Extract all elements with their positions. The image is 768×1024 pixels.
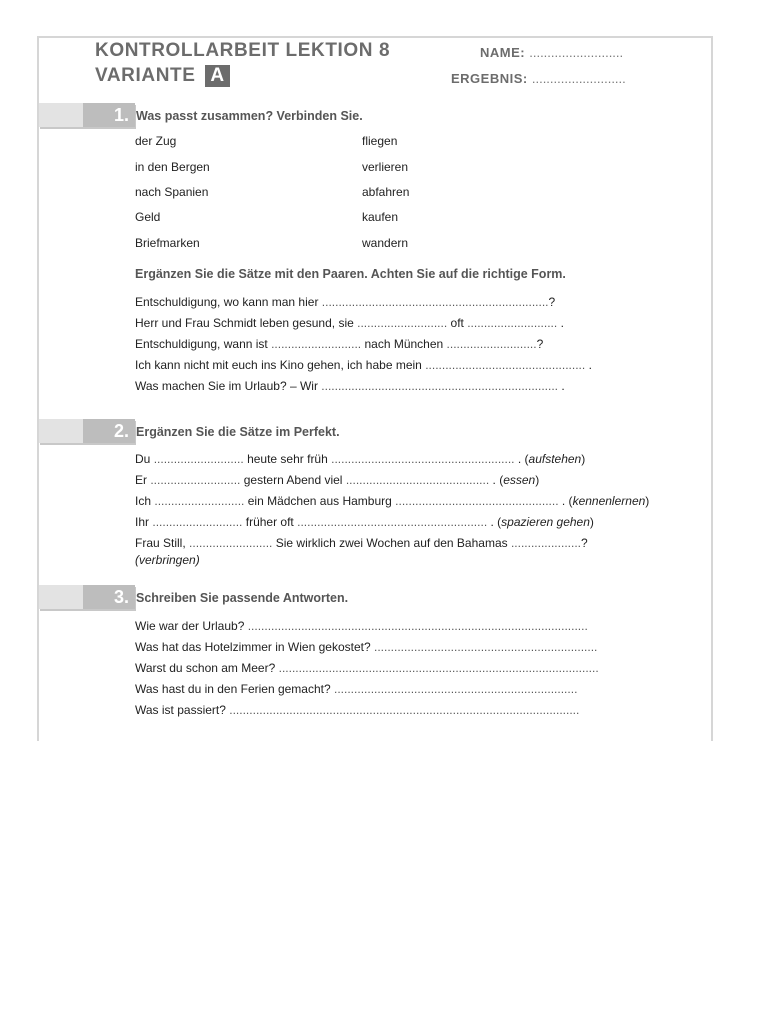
worksheet-title: KONTROLLARBEIT LEKTION 8 — [95, 40, 391, 61]
sentence-punct: ) — [589, 515, 594, 529]
infinitive-hint: kennenlernen — [572, 494, 646, 508]
section-1-sub-instruction: Ergänzen Sie die Sätze mit den Paaren. Achten Sie auf die richtige Form. — [135, 267, 566, 281]
section-2-marker — [39, 419, 135, 443]
infinitive-hint: (verbringen) — [135, 553, 200, 567]
answer-line[interactable]: ...................................................................................................... — [247, 619, 588, 633]
variant-title — [95, 65, 230, 87]
answer-blank[interactable]: ......................................................... — [297, 515, 488, 529]
sentence-punct: . — [588, 358, 592, 372]
sentence-text: Frau Still, — [135, 536, 186, 550]
match-right-item: fliegen — [362, 134, 398, 148]
name-label: NAME: — [480, 45, 526, 60]
section-1-number: 1. — [113, 105, 129, 125]
variant-label: VARIANTE — [95, 65, 196, 86]
section-3-marker — [39, 585, 135, 609]
name-blank[interactable]: .......................... — [529, 45, 624, 60]
sentence-punct: . ( — [517, 452, 529, 466]
answer-question — [135, 661, 599, 675]
answer-question — [135, 640, 597, 654]
sentence-punct: . ( — [492, 473, 504, 487]
perfekt-sentence — [135, 515, 594, 529]
sentence-text: nach München — [364, 337, 444, 351]
answer-question — [135, 682, 577, 696]
fill-sentence — [135, 337, 543, 351]
section-3-number: 3. — [113, 587, 129, 607]
section-2-number: 2. — [113, 421, 129, 441]
fill-sentence — [135, 379, 565, 393]
question-text: Was hat das Hotelzimmer in Wien gekostet? — [135, 640, 371, 654]
sentence-punct: . ( — [490, 515, 502, 529]
sentence-punct: ) — [645, 494, 650, 508]
sentence-text: ein Mädchen aus Hamburg — [247, 494, 392, 508]
sentence-text: Sie wirklich zwei Wochen auf den Bahamas — [275, 536, 508, 550]
infinitive-hint: aufstehen — [528, 452, 582, 466]
answer-blank[interactable]: ........................... — [357, 316, 448, 330]
sentence-text: gestern Abend viel — [243, 473, 343, 487]
section-3-instruction: Schreiben Sie passende Antworten. — [136, 591, 349, 605]
answer-blank[interactable]: ........................................... — [345, 473, 490, 487]
perfekt-sentence — [135, 494, 649, 508]
perfekt-sentence — [135, 536, 588, 550]
answer-blank[interactable]: ........................... — [152, 515, 243, 529]
ergebnis-field[interactable] — [451, 71, 626, 86]
sentence-punct: . — [560, 316, 564, 330]
match-left-item: in den Bergen — [135, 160, 210, 174]
sentence-text: oft — [450, 316, 464, 330]
section-2-instruction: Ergänzen Sie die Sätze im Perfekt. — [136, 425, 340, 439]
sentence-text: Ich kann nicht mit euch ins Kino gehen, ich habe mein — [135, 358, 422, 372]
sentence-text: Ich — [135, 494, 152, 508]
variant-letter-badge: A — [205, 65, 229, 87]
answer-question — [135, 703, 579, 717]
answer-blank[interactable]: ........................... — [467, 316, 558, 330]
fill-sentence — [135, 295, 555, 309]
answer-blank[interactable]: ....................................................... — [331, 452, 515, 466]
sentence-punct: . — [561, 379, 565, 393]
match-right-item: abfahren — [362, 185, 410, 199]
sentence-text: Er — [135, 473, 147, 487]
answer-blank[interactable]: ........................... — [446, 337, 537, 351]
sentence-text: Was machen Sie im Urlaub? – Wir — [135, 379, 318, 393]
perfekt-sentence — [135, 473, 539, 487]
answer-blank[interactable]: ........................... — [271, 337, 362, 351]
sentence-punct: ) — [535, 473, 540, 487]
answer-line[interactable]: ......................................................................................................... — [229, 703, 580, 717]
question-text: Was hast du in den Ferien gemacht? — [135, 682, 331, 696]
question-text: Wie war der Urlaub? — [135, 619, 245, 633]
sentence-punct: . ( — [561, 494, 573, 508]
sentence-text: Entschuldigung, wo kann man hier — [135, 295, 319, 309]
sentence-text: heute sehr früh — [247, 452, 328, 466]
answer-question — [135, 619, 588, 633]
fill-sentence — [135, 316, 564, 330]
answer-blank[interactable]: ....................................................................... — [321, 379, 559, 393]
answer-blank[interactable]: ........................... — [154, 494, 245, 508]
ergebnis-blank[interactable]: .......................... — [531, 71, 626, 86]
answer-blank[interactable]: .................................................................... — [321, 295, 549, 309]
answer-blank[interactable]: ..................... — [510, 536, 581, 550]
question-text: Warst du schon am Meer? — [135, 661, 276, 675]
sentence-text: Herr und Frau Schmidt leben gesund, sie — [135, 316, 354, 330]
match-left-item: Briefmarken — [135, 236, 200, 250]
answer-line[interactable]: ................................................................... — [374, 640, 598, 654]
sentence-punct: ? — [548, 295, 556, 309]
match-left-item: nach Spanien — [135, 185, 209, 199]
match-right-item: verlieren — [362, 160, 409, 174]
answer-line[interactable]: ......................................................................... — [334, 682, 578, 696]
sentence-text: Entschuldigung, wann ist — [135, 337, 268, 351]
perfekt-sentence — [135, 452, 585, 466]
fill-sentence — [135, 358, 592, 372]
sentence-punct: ? — [580, 536, 588, 550]
section-1-instruction: Was passt zusammen? Verbinden Sie. — [136, 109, 363, 123]
infinitive-hint: essen — [503, 473, 536, 487]
question-text: Was ist passiert? — [135, 703, 226, 717]
answer-line[interactable]: ................................................................................................ — [278, 661, 599, 675]
match-right-item: kaufen — [362, 210, 399, 224]
sentence-text: früher oft — [245, 515, 294, 529]
sentence-punct: ? — [536, 337, 544, 351]
answer-blank[interactable]: ........................... — [153, 452, 244, 466]
match-left-item: der Zug — [135, 134, 177, 148]
answer-blank[interactable]: ......................... — [189, 536, 273, 550]
sentence-text: Ihr — [135, 515, 150, 529]
sentence-text: Du — [135, 452, 151, 466]
name-field[interactable] — [480, 45, 623, 60]
match-right-item: wandern — [362, 236, 409, 250]
answer-blank[interactable]: ................................................. — [395, 494, 559, 508]
answer-blank[interactable]: ........................... — [150, 473, 241, 487]
section-1-marker — [39, 103, 135, 127]
ergebnis-label: ERGEBNIS: — [451, 71, 528, 86]
answer-blank[interactable]: ................................................ — [425, 358, 586, 372]
match-left-item: Geld — [135, 210, 161, 224]
infinitive-hint: spazieren gehen — [501, 515, 590, 529]
sentence-punct: ) — [581, 452, 586, 466]
